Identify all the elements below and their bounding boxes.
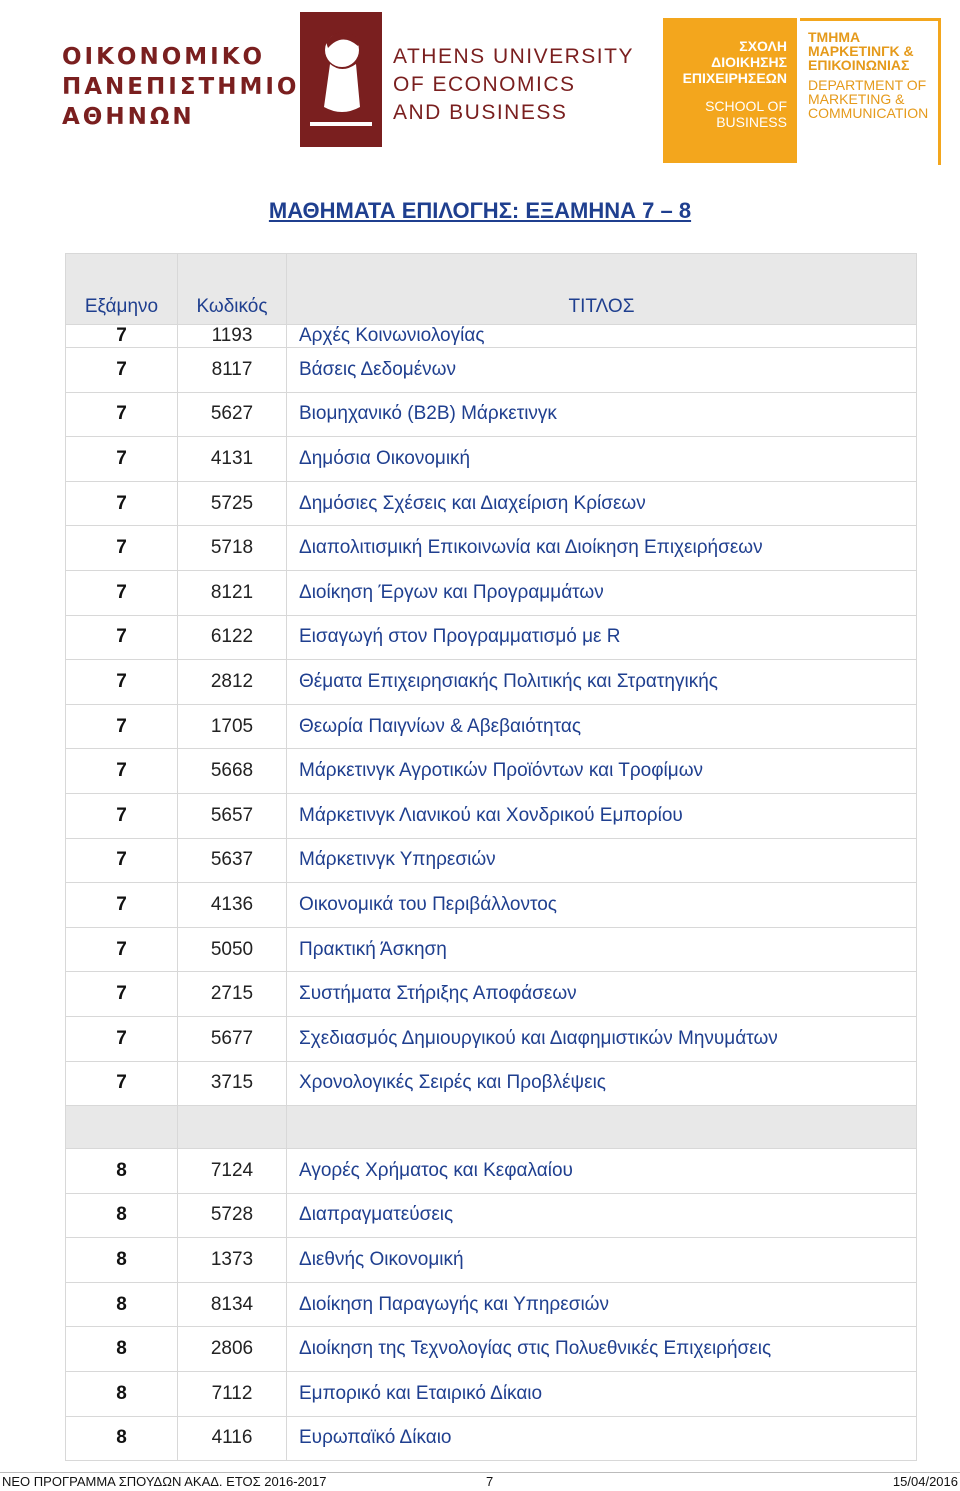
cell-title: Ευρωπαϊκό Δίκαιο [287,1416,917,1461]
table-row [66,1016,917,1061]
cell-code: 6122 [178,615,287,660]
cell-semester: 8 [66,1149,178,1194]
cell-semester: 7 [66,1061,178,1106]
cell-code: 4136 [178,883,287,928]
dept-line: ΜΑΡΚΕΤΙΝΓΚ & [808,43,914,59]
table-row [66,437,917,482]
cell-title: Αρχές Κοινωνιολογίας [287,325,917,348]
cell-code: 5627 [178,392,287,437]
cell-code: 3715 [178,1061,287,1106]
cell-code: 5637 [178,838,287,883]
cell-semester: 7 [66,972,178,1017]
cell-semester: 7 [66,838,178,883]
cell-code: 4116 [178,1416,287,1461]
cell-title: Θέματα Επιχειρησιακής Πολιτικής και Στρατηγικής [287,660,917,705]
cell-semester: 7 [66,392,178,437]
logo-line: ATHENS UNIVERSITY [393,45,634,68]
separator-cell [178,1106,287,1149]
table-row [66,1416,917,1461]
table-row [66,570,917,615]
cell-semester: 8 [66,1282,178,1327]
dept-line: ΤΜΗΜΑ [808,29,861,45]
cell-semester: 7 [66,570,178,615]
cell-code: 2812 [178,660,287,705]
table-row [66,704,917,749]
cell-title: Σχεδιασμός Δημιουργικού και Διαφημιστικών Μηνυμάτων [287,1016,917,1061]
department-name-greek [808,30,928,72]
cell-title: Συστήματα Στήριξης Αποφάσεων [287,972,917,1017]
cell-title: Διοίκηση Έργων και Προγραμμάτων [287,570,917,615]
cell-semester: 7 [66,348,178,393]
cell-title: Μάρκετινγκ Υπηρεσιών [287,838,917,883]
footer-program-label: ΝΕΟ ΠΡΟΓΡΑΜΜΑ ΣΠΟΥΔΩΝ ΑΚΑΔ. ΕΤΟΣ 2016-2017 [2,1474,327,1489]
dept-line: MARKETING & [808,91,905,107]
logo-line: AND BUSINESS [393,101,568,124]
footer-page-number: 7 [486,1474,494,1489]
cell-code: 5050 [178,927,287,972]
table-row [66,927,917,972]
cell-semester: 7 [66,883,178,928]
athena-seal-icon [300,12,382,147]
dept-line: ΕΠΙΚΟΙΝΩΝΙΑΣ [808,57,910,73]
cell-title: Θεωρία Παιγνίων & Αβεβαιότητας [287,704,917,749]
school-name-english [673,98,787,130]
cell-title: Δημόσια Οικονομική [287,437,917,482]
cell-title: Μάρκετινγκ Λιανικού και Χονδρικού Εμπορίου [287,793,917,838]
semester-separator-row [66,1106,917,1149]
cell-title: Εισαγωγή στον Προγραμματισμό με R [287,615,917,660]
cell-code: 5657 [178,793,287,838]
table-row [66,1372,917,1417]
cell-code: 8134 [178,1282,287,1327]
cell-title: Διαπολιτισμική Επικοινωνία και Διοίκηση Επιχειρήσεων [287,526,917,571]
table-row [66,793,917,838]
cell-title: Διοίκηση Παραγωγής και Υπηρεσιών [287,1282,917,1327]
page-footer [0,1472,960,1491]
cell-semester: 7 [66,793,178,838]
table-row [66,615,917,660]
cell-semester: 7 [66,749,178,794]
cell-title: Βάσεις Δεδομένων [287,348,917,393]
cell-code: 7112 [178,1372,287,1417]
school-of-business-logo [663,18,797,163]
cell-code: 2715 [178,972,287,1017]
cell-code: 5668 [178,749,287,794]
school-name-greek [673,38,787,86]
cell-title: Οικονομικά του Περιβάλλοντος [287,883,917,928]
table-row [66,348,917,393]
cell-semester: 7 [66,615,178,660]
table-row [66,1149,917,1194]
header-title: ΤΙΤΛΟΣ [287,254,917,325]
cell-title: Βιομηχανικό (B2B) Μάρκετινγκ [287,392,917,437]
aueb-logo-english [393,43,634,127]
cell-title: Μάρκετινγκ Αγροτικών Προϊόντων και Τροφίμων [287,749,917,794]
cell-code: 5728 [178,1193,287,1238]
cell-code: 5718 [178,526,287,571]
cell-title: Αγορές Χρήματος και Κεφαλαίου [287,1149,917,1194]
page-title [0,198,960,224]
department-name-english [808,78,928,120]
cell-title: Εμπορικό και Εταιρικό Δίκαιο [287,1372,917,1417]
table-row [66,526,917,571]
table-row [66,1282,917,1327]
logo-line: ΟΙΚΟΝΟΜΙΚΟ [62,44,266,70]
header [0,0,960,165]
table-row [66,838,917,883]
cell-semester: 7 [66,481,178,526]
cell-title: Διοίκηση της Τεχνολογίας στις Πολυεθνικές Επιχειρήσεις [287,1327,917,1372]
table-header-row [66,254,917,325]
cell-semester: 8 [66,1193,178,1238]
school-line: BUSINESS [716,114,787,130]
table-row [66,660,917,705]
table-row [66,1061,917,1106]
cell-code: 5677 [178,1016,287,1061]
cell-title: Διεθνής Οικονομική [287,1238,917,1283]
logo-line: ΠΑΝΕΠΙΣΤΗΜΙΟ [62,74,300,100]
cell-code: 8121 [178,570,287,615]
cell-semester: 7 [66,325,178,348]
table-row [66,392,917,437]
page-title-text: ΜΑΘΗΜΑΤΑ ΕΠΙΛΟΓΗΣ: ΕΞΑΜΗΝΑ 7 – 8 [268,198,692,223]
cell-semester: 8 [66,1416,178,1461]
cell-semester: 7 [66,927,178,972]
table-row [66,749,917,794]
cell-semester: 8 [66,1372,178,1417]
cell-title: Διαπραγματεύσεις [287,1193,917,1238]
logo-line: OF ECONOMICS [393,73,576,96]
cell-title: Πρακτική Άσκηση [287,927,917,972]
cell-code: 4131 [178,437,287,482]
cell-code: 7124 [178,1149,287,1194]
cell-semester: 8 [66,1327,178,1372]
cell-semester: 7 [66,1016,178,1061]
school-line: ΕΠΙΧΕΙΡΗΣΕΩΝ [682,70,787,86]
elective-courses-table [65,253,917,1461]
aueb-logo-greek [62,42,299,132]
footer-date: 15/04/2016 [892,1474,958,1489]
cell-code: 1373 [178,1238,287,1283]
separator-cell [287,1106,917,1149]
cell-title: Δημόσιες Σχέσεις και Διαχείριση Κρίσεων [287,481,917,526]
cell-title: Χρονολογικές Σειρές και Προβλέψεις [287,1061,917,1106]
school-line: ΣΧΟΛΗ [739,38,787,54]
school-line: SCHOOL OF [705,98,787,114]
cell-semester: 7 [66,437,178,482]
cell-semester: 7 [66,526,178,571]
cell-code: 2806 [178,1327,287,1372]
cell-semester: 7 [66,660,178,705]
table-row [66,325,917,348]
dept-line: COMMUNICATION [808,105,929,121]
table-row [66,883,917,928]
logo-line: ΑΘΗΝΩΝ [62,104,195,130]
cell-code: 1705 [178,704,287,749]
dept-line: DEPARTMENT OF [808,77,927,93]
header-code: Κωδικός [178,254,287,325]
table-row [66,1327,917,1372]
table-row [66,972,917,1017]
table-row [66,1193,917,1238]
cell-code: 8117 [178,348,287,393]
cell-semester: 7 [66,704,178,749]
school-line: ΔΙΟΙΚΗΣΗΣ [711,54,787,70]
header-semester: Εξάμηνο [66,254,178,325]
cell-code: 5725 [178,481,287,526]
separator-cell [66,1106,178,1149]
cell-code: 1193 [178,325,287,348]
table-row [66,1238,917,1283]
table-row [66,481,917,526]
cell-semester: 8 [66,1238,178,1283]
department-logo [808,30,928,120]
